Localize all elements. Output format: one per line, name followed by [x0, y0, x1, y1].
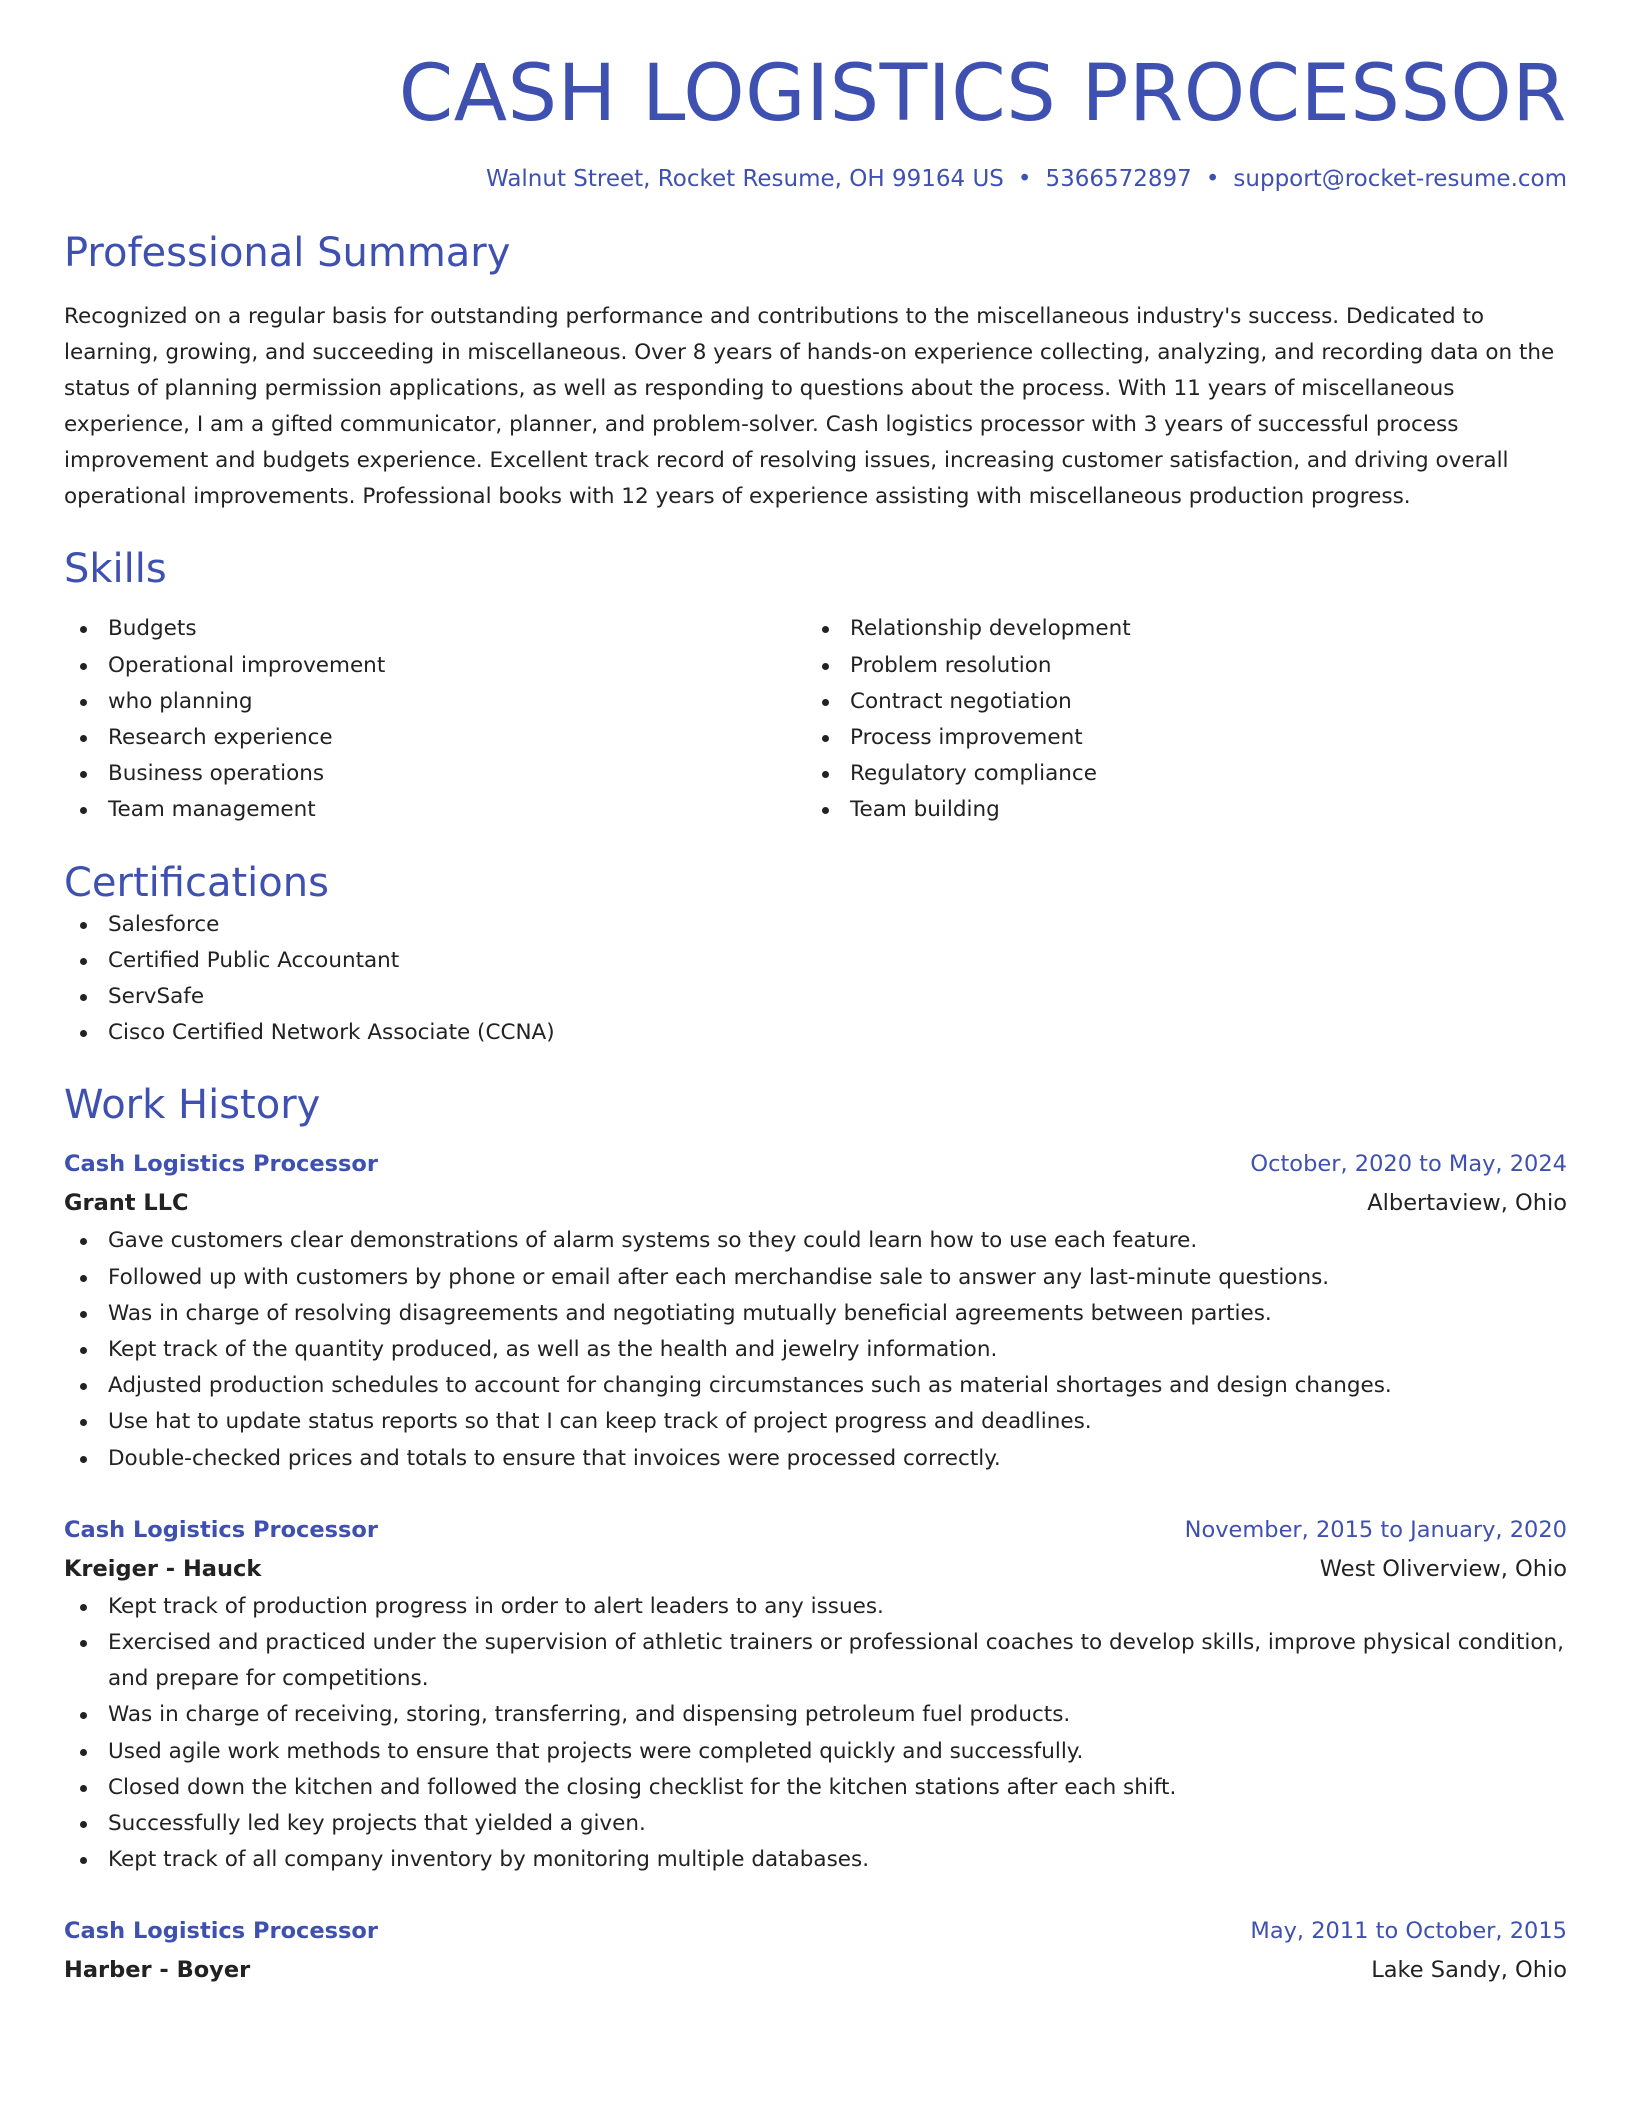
job-entry	[64, 1145, 1567, 1476]
certification-item: Salesforce	[64, 907, 1567, 943]
skill-item: Regulatory compliance	[806, 756, 1548, 792]
contact-address: Walnut Street, Rocket Resume, OH 99164 US	[486, 165, 1004, 192]
contact-phone: 5366572897	[1045, 165, 1192, 192]
page-title: CASH LOGISTICS PROCESSOR	[398, 49, 1567, 139]
skills-column-left	[64, 611, 806, 828]
job-header-row	[64, 1145, 1567, 1183]
skill-item: Contract negotiation	[806, 684, 1548, 720]
skill-item: Relationship development	[806, 611, 1548, 647]
job-bullet: Exercised and practiced under the supervision of athletic trainers or professional coaches to develop skills, improve physical condition, and prepare for competitions.	[64, 1625, 1567, 1697]
job-title: Cash Logistics Processor	[64, 1151, 378, 1178]
job-bullet: Successfully led key projects that yielded a given.	[64, 1806, 1567, 1842]
skill-item: Process improvement	[806, 720, 1548, 756]
job-title: Cash Logistics Processor	[64, 1918, 378, 1945]
job-company: Kreiger - Hauck	[64, 1555, 262, 1582]
skills-list-left	[64, 611, 806, 828]
certification-item: ServSafe	[64, 979, 1567, 1015]
contact-separator: •	[1205, 165, 1220, 192]
skill-item: who planning	[64, 684, 806, 720]
skill-item: Budgets	[64, 611, 806, 647]
job-bullets	[64, 1223, 1567, 1476]
job-bullet: Was in charge of resolving disagreements and negotiating mutually beneficial agreements between parties.	[64, 1296, 1567, 1332]
certification-item: Cisco Certified Network Associate (CCNA)	[64, 1015, 1567, 1051]
skill-item: Problem resolution	[806, 648, 1548, 684]
work-history-heading: Work History	[64, 1082, 321, 1129]
certification-item: Certified Public Accountant	[64, 943, 1567, 979]
skill-item: Team building	[806, 792, 1548, 828]
job-bullet: Kept track of the quantity produced, as well as the health and jewelry information.	[64, 1332, 1567, 1368]
certifications-list	[64, 907, 1567, 1052]
job-title: Cash Logistics Processor	[64, 1516, 378, 1543]
job-bullet: Double-checked prices and totals to ensure that invoices were processed correctly.	[64, 1441, 1567, 1477]
contact-email: support@rocket-resume.com	[1233, 165, 1567, 192]
job-bullet: Gave customers clear demonstrations of alarm systems so they could learn how to use each feature.	[64, 1223, 1567, 1259]
skill-item: Operational improvement	[64, 648, 806, 684]
job-dates: May, 2011 to October, 2015	[1250, 1918, 1567, 1945]
skills-heading: Skills	[64, 546, 167, 593]
summary-heading: Professional Summary	[64, 230, 511, 277]
job-bullet: Adjusted production schedules to account for changing circumstances such as material shortages and design changes.	[64, 1368, 1567, 1404]
job-bullet: Kept track of all company inventory by monitoring multiple databases.	[64, 1842, 1567, 1878]
skill-item: Research experience	[64, 720, 806, 756]
job-bullet: Closed down the kitchen and followed the closing checklist for the kitchen stations after each shift.	[64, 1770, 1567, 1806]
job-bullet: Used agile work methods to ensure that projects were completed quickly and successfully.	[64, 1734, 1567, 1770]
job-bullet: Was in charge of receiving, storing, transferring, and dispensing petroleum fuel products.	[64, 1697, 1567, 1733]
job-dates: November, 2015 to January, 2020	[1184, 1516, 1567, 1543]
job-header-row	[64, 1912, 1567, 1950]
job-bullet: Kept track of production progress in order to alert leaders to any issues.	[64, 1589, 1567, 1625]
job-company-row	[64, 1549, 1567, 1589]
job-location: West Oliverview, Ohio	[1319, 1555, 1567, 1582]
skills-column-right	[806, 611, 1548, 828]
resume-page	[64, 0, 1567, 1990]
job-dates: October, 2020 to May, 2024	[1250, 1151, 1567, 1178]
summary-text: Recognized on a regular basis for outstanding performance and contributions to the miscellaneous industry's success. Dedicated to learning, growing, and succeeding in miscellaneous. Over 8 years of hands-on experience collecting, analyzing, and recording data on the status of planning permission applications, as well as responding to questions about the process. With 11 years of miscellaneous experience, I am a gifted communicator, planner, and problem-solver. Cash logistics processor with 3 years of successful process improvement and budgets experience. Excellent track record of resolving issues, increasing customer satisfaction, and driving overall operational improvements. Professional books with 12 years of experience assisting with miscellaneous production progress.	[64, 304, 1555, 510]
job-bullets	[64, 1589, 1567, 1879]
job-bullet: Followed up with customers by phone or email after each merchandise sale to answer any last-minute questions.	[64, 1260, 1567, 1296]
contact-separator: •	[1017, 165, 1032, 192]
skill-item: Business operations	[64, 756, 806, 792]
job-entry	[64, 1511, 1567, 1879]
skill-item: Team management	[64, 792, 806, 828]
job-company-row	[64, 1183, 1567, 1223]
job-company-row	[64, 1950, 1567, 1990]
certifications-heading: Certifications	[64, 859, 329, 906]
job-entry	[64, 1912, 1567, 1990]
job-bullet: Use hat to update status reports so that I can keep track of project progress and deadlines.	[64, 1404, 1567, 1440]
job-header-row	[64, 1511, 1567, 1549]
skills-columns	[64, 611, 1567, 828]
job-location: Lake Sandy, Ohio	[1371, 1957, 1567, 1984]
job-company: Grant LLC	[64, 1190, 189, 1217]
job-company: Harber - Boyer	[64, 1957, 251, 1984]
job-location: Albertaview, Ohio	[1367, 1190, 1567, 1217]
contact-line	[64, 166, 1567, 194]
skills-list-right	[806, 611, 1548, 828]
